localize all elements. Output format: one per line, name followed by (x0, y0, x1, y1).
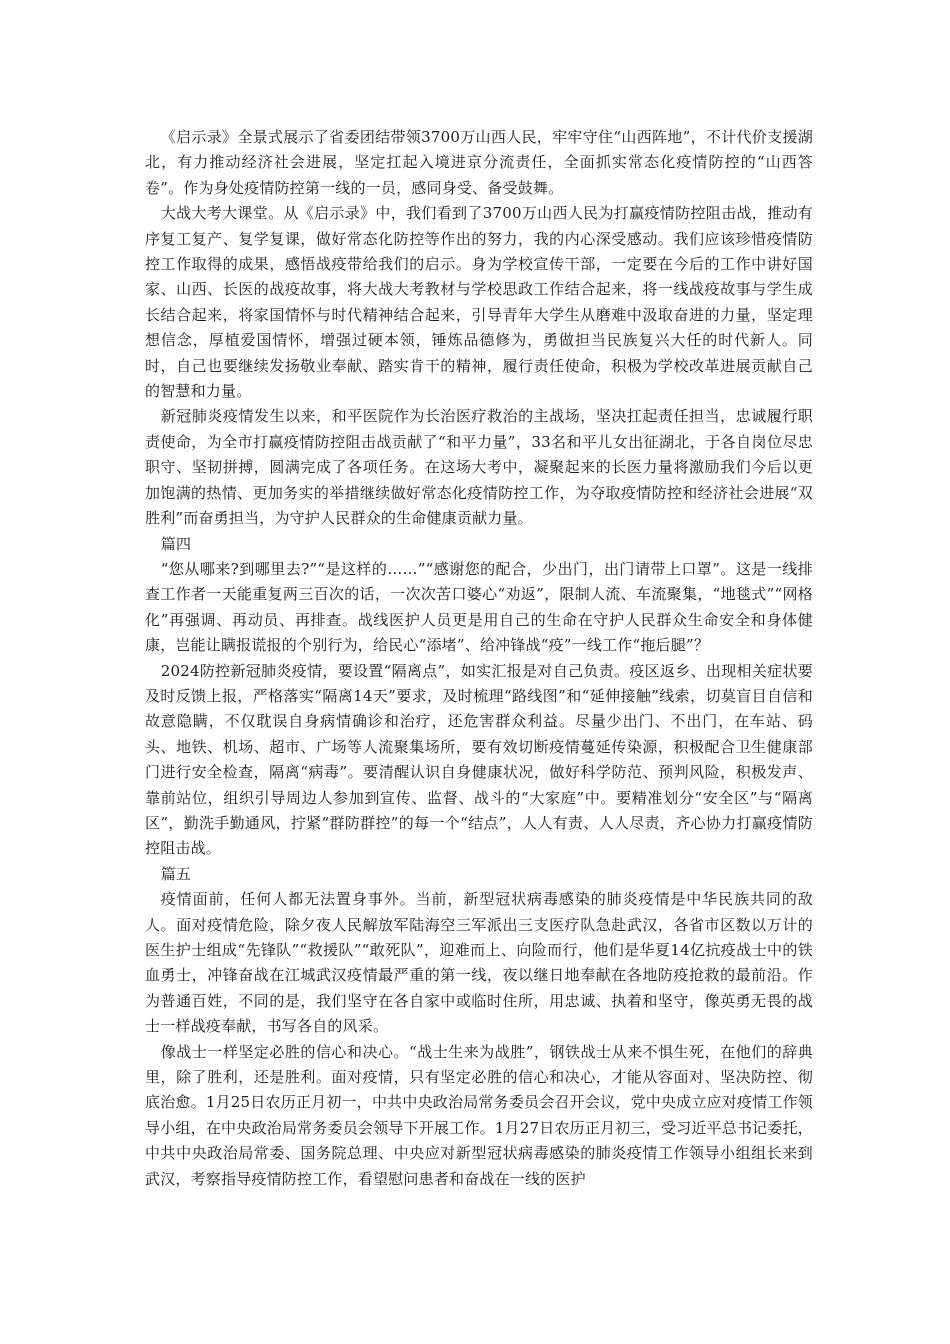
paragraph-heping-hospital: 新冠肺炎疫情发生以来，和平医院作为长治医疗救治的主战场，坚决扛起责任担当，忠诚履行职责使命，为全市打赢疫情防控阻击战贡献了“和平力量”，33名和平儿女出征湖北，于各自岗位尽忠职守、坚韧拼搏，圆满完成了各项任务。在这场大考中，凝聚起来的长医力量将激励我们今后以更加饱满的热情、更加务实的举措继续做好常态化疫情防控工作，为夺取疫情防控和经济社会进展“双胜利”而奋勇担当，为守护人民群众的生命健康贡献力量。 (145, 407, 813, 528)
paragraph-isolation-points: 2024防控新冠肺炎疫情，要设置“隔离点”，如实汇报是对自己负责。疫区返乡、出现相关症状要及时反馈上报，严格落实“隔离14天”要求，及时梳理“路线图”和“延伸接触”线索，切莫盲目自信和故意隐瞒，不仅耽误自身病情确诊和治疗，还危害群众利益。尽量少出门、不出门，在车站、码头、地铁、机场、超市、广场等人流聚集场所，要有效切断疫情蔓延传染源，积极配合卫生健康部门进行安全检查，隔离“病毒”。要清醒认识自身健康状况，做好科学防范、预判风险，积极发声、靠前站位，组织引导周边人参加到宣传、监督、战斗的“大家庭”中。要精准划分“安全区”与“隔离区”，勤洗手勤通风，拧紧“群防群控”的每一个“结点”，人人有责、人人尽责，齐心协力打赢疫情防控阻击战。 (145, 661, 813, 858)
section-heading-five: 篇五 (160, 864, 192, 883)
section-heading-four: 篇四 (160, 534, 192, 553)
paragraph-common-enemy: 疫情面前，任何人都无法置身事外。当前，新型冠状病毒感染的肺炎疫情是中华民族共同的敌人。面对疫情危险，除夕夜人民解放军陆海空三军派出三支医疗队急赴武汉，各省市区数以万计的医生护士组成“先锋队”“救援队”“敢死队”，迎难而上、向险而行，他们是华夏14亿抗疫战士中的铁血勇士，冲锋奋战在江城武汉疫情最严重的第一线，夜以继日地奉献在各地防疫抢救的最前沿。作为普通百姓，不同的是，我们坚守在各自家中或临时住所，用忠诚、执着和坚守，像英勇无畏的战士一样战疫奉献，书写各自的风采。 (145, 890, 813, 1036)
paragraph-big-class: 大战大考大课堂。从《启示录》中，我们看到了3700万山西人民为打赢疫情防控阻击战，推动有序复工复产、复学复课，做好常态化防控等作出的努力，我的内心深受感动。我们应该珍惜疫情防控工作取得的成果，感悟战疫带给我们的启示。身为学校宣传干部，一定要在今后的工作中讲好国家、山西、长医的战疫故事，将大战大考教材与学校思政工作结合起来，将一线战疫故事与学生成长结合起来，将家国情怀与时代精神结合起来，引导青年大学生从磨难中汲取奋进的力量，坚定理想信念，厚植爱国情怀，增强过硬本领，锤炼品德修为，勇做担当民族复兴大任的时代新人。同时，自己也要继续发扬敬业奉献、踏实肯干的精神，履行责任使命，积极为学校改革进展贡献自己的智慧和力量。 (145, 204, 813, 401)
paragraph-qishilu-overview: 《启示录》全景式展示了省委团结带领3700万山西人民，牢牢守住“山西阵地”，不计代价支援湖北，有力推动经济社会进展，坚定扛起入境进京分流责任，全面抓实常态化疫情防控的“山西答卷”。作为身处疫情防控第一线的一员，感同身受、备受鼓舞。 (145, 128, 813, 197)
document-page (145, 125, 813, 1192)
paragraph-screening-work: “您从哪来?到哪里去?”“是这样的……”“感谢您的配合，少出门，出门请带上口罩”。这是一线排查工作者一天能重复两三百次的话，一次次苦口婆心“劝返”，限制人流、车流聚集，“地毯式”“网格化”再强调、再动员、再排查。战线医护人员更是用自己的生命在守护人民群众生命安全和身体健康，岂能让瞒报谎报的个别行为，给民心“添堵”、给冲锋战“疫”一线工作“拖后腿”？ (145, 559, 813, 655)
paragraph-soldier-resolve: 像战士一样坚定必胜的信心和决心。“战士生来为战胜”，钢铁战士从来不惧生死，在他们的辞典里，除了胜利，还是胜利。面对疫情，只有坚定必胜的信心和决心，才能从容面对、坚决防控、彻底治愈。1月25日农历正月初一，中共中央政治局常务委员会召开会议，党中央成立应对疫情工作领导小组，在中央政治局常务委员会领导下开展工作。1月27日农历正月初三，受习近平总书记委托，中共中央政治局常委、国务院总理、中央应对新型冠状病毒感染的肺炎疫情工作领导小组组长来到武汉，考察指导疫情防控工作，看望慰问患者和奋战在一线的医护 (145, 1042, 813, 1188)
